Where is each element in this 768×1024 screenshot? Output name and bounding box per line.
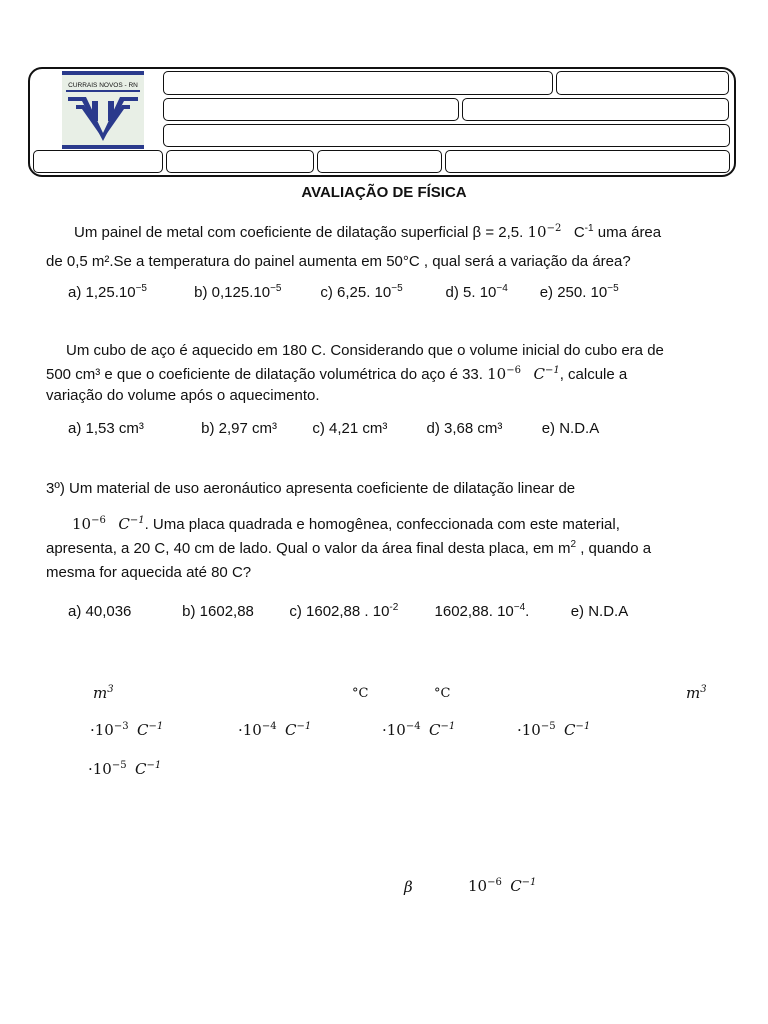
header-field-teacher[interactable] bbox=[163, 98, 459, 121]
q1-option-e[interactable]: e) 250. $10^{-5}$ bbox=[539, 283, 619, 301]
stray-m3-left: $m^3$ bbox=[93, 684, 114, 702]
q2-line3: variação do volume após o aquecimento. bbox=[46, 387, 320, 404]
header-field-shift[interactable] bbox=[317, 150, 442, 173]
header-field-name[interactable] bbox=[163, 71, 553, 95]
stray-bottom-coeff: $10^{-6}$ $C^{-1}$ bbox=[468, 877, 537, 895]
q3-line1: 3º) Um material de uso aeronáutico apresenta coeficiente de dilatação linear de bbox=[46, 480, 576, 497]
q3-options bbox=[68, 603, 628, 620]
q1-option-a[interactable]: a) $1,25.10^{-5}$ bbox=[68, 283, 147, 301]
school-logo bbox=[62, 71, 144, 149]
q1-line1: Um painel de metal com coeficiente de dilatação superficial β = 2,5. $10^{-2}$ $C^{-1}$ uma área bbox=[74, 223, 662, 241]
stray-beta: β bbox=[404, 878, 413, 896]
stray-row1-item3: $\cdot 10^{-4}$ $C^{-1}$ bbox=[382, 721, 456, 739]
header-field-school[interactable] bbox=[163, 124, 730, 147]
q3-line2: $10^{-6}$ $C^{-1}$. Uma placa quadrada e homogênea, confeccionada com este material, bbox=[72, 515, 620, 533]
stray-row2-item1: $\cdot 10^{-5}$ $C^{-1}$ bbox=[88, 760, 162, 778]
header-field-grade[interactable] bbox=[33, 150, 163, 173]
stray-degree-1: °C bbox=[352, 686, 369, 701]
stray-row1-item1: $\cdot 10^{-3}$ $C^{-1}$ bbox=[90, 721, 164, 739]
q2-option-a[interactable]: a) 1,53 cm³ bbox=[68, 420, 144, 437]
q2-option-e[interactable]: e) N.D.A bbox=[541, 420, 600, 437]
q1-option-d[interactable]: d) 5. $10^{-4}$ bbox=[445, 283, 508, 301]
header-field-subject[interactable] bbox=[462, 98, 729, 121]
q3-option-d[interactable]: 1602,88. $10^{-4}$. bbox=[434, 602, 530, 620]
q3-option-a[interactable]: a) 40,036 bbox=[68, 603, 132, 620]
q3-option-c[interactable]: c) 1602,88 . $10^{-2}$ bbox=[289, 602, 399, 620]
stray-row1-item4: $\cdot 10^{-5}$ $C^{-1}$ bbox=[517, 721, 591, 739]
header-field-class[interactable] bbox=[166, 150, 314, 173]
q1-option-c[interactable]: c) 6,25. $10^{-5}$ bbox=[320, 283, 403, 301]
q1-options bbox=[68, 284, 619, 301]
q3-line4: mesma for aquecida até 80 C? bbox=[46, 564, 252, 581]
q2-option-c[interactable]: c) 4,21 cm³ bbox=[312, 420, 388, 437]
q2-line2: 500 cm³ e que o coeficiente de dilatação volumétrica do aço é 33. $10^{-6}$ $C^{-1}$, calcule a bbox=[46, 365, 628, 383]
stray-row1-item2: $\cdot 10^{-4}$ $C^{-1}$ bbox=[238, 721, 312, 739]
header-field-score[interactable] bbox=[445, 150, 730, 173]
stray-degree-2: °C bbox=[434, 686, 451, 701]
q2-option-b[interactable]: b) 2,97 cm³ bbox=[201, 420, 278, 437]
stray-m3-right: $m^3$ bbox=[686, 684, 707, 702]
q3-option-e[interactable]: e) N.D.A bbox=[570, 603, 629, 620]
q3-option-b[interactable]: b) 1602,88 bbox=[182, 603, 254, 620]
page-title: AVALIAÇÃO DE FÍSICA bbox=[301, 184, 467, 201]
q2-line1: Um cubo de aço é aquecido em 180 C. Considerando que o volume inicial do cubo era de bbox=[66, 342, 664, 359]
q2-option-d[interactable]: d) 3,68 cm³ bbox=[426, 420, 503, 437]
logo-text: CURRAIS NOVOS - RN bbox=[68, 82, 138, 89]
q1-option-b[interactable]: b) $0,125.10^{-5}$ bbox=[194, 283, 282, 301]
q1-line2: de 0,5 m².Se a temperatura do painel aumenta em 50°C , qual será a variação da área? bbox=[46, 253, 631, 270]
q3-line3: apresenta, a 20 C, 40 cm de lado. Qual o valor da área final desta placa, em $m^2$ , quando a bbox=[46, 539, 652, 557]
q2-options bbox=[68, 420, 599, 437]
header-field-date[interactable] bbox=[556, 71, 729, 95]
